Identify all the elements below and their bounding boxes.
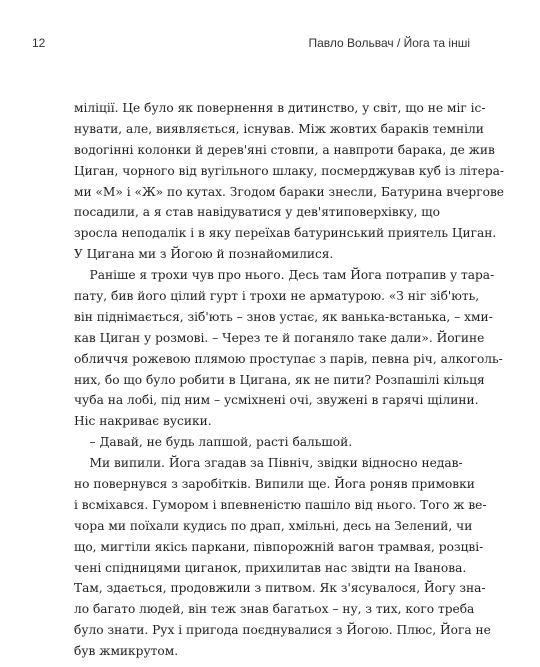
text-line: зросла неподалік і в яку переїхав батуринський приятель Циган. [74, 226, 497, 241]
text-line: пату, бив його цілий гурт і трохи не арматурою. «З ніг зіб'ють, [74, 289, 480, 304]
text-line: чуба на лобі, під ним – усміхнені очі, звужені в гарячі щілини. [74, 393, 479, 408]
text-line: водогінні колонки й дерев'яні стовпи, а навпроти барака, де жив [74, 142, 495, 157]
text-line: Ніс накриває вусики. [74, 414, 212, 429]
text-line: обличчя рожевою плямою проступає з парів, певна річ, алкоголь- [74, 351, 503, 366]
text-line: і всміхався. Гумором і впевненістю пашіло від нього. Того ж ве- [74, 497, 487, 512]
text-line: був жмикрутом. [74, 644, 179, 659]
text-line: ми «М» і «Ж» по кутах. Згодом бараки знесли, Батурина вчергове [74, 184, 505, 199]
text-line: ло багато людей, він теж знав багатьох – ну, з тих, кого треба [74, 602, 475, 617]
text-line: чені спідницями циганок, прихилитав нас звідти на Іванова. [74, 560, 467, 575]
text-line: було знати. Рух і пригода поєднувалися з Йогою. Плюс, Йога не [74, 623, 491, 638]
text-line: що, мигтіли якісь паркани, півпорожній вагон трамвая, розцві- [74, 539, 484, 554]
page-header [32, 36, 508, 54]
running-title: Павло Вольвач / Йога та інші [308, 36, 470, 50]
text-line: він піднімається, зіб'ють – знов устає, як ванька-встанька, – хми- [74, 309, 493, 324]
text-line: Там, здається, продовжили з питвом. Як з'ясувалося, Йогу зна- [74, 581, 486, 596]
text-line: кав Циган у розмові. – Через те й поганяло таке дали». Йогине [74, 330, 485, 345]
text-line: міліції. Це було як повернення в дитинство, у світ, що не міг іс- [74, 101, 486, 115]
text-line: Циган, чорного від вугільного шлаку, посмерджував куб із літера- [74, 163, 505, 178]
text-line: чора ми поїхали кудись по драп, хмільні, десь на Зелений, чи [74, 518, 473, 533]
text-line: но повернувся з заробітків. Випили ще. Йога роняв примовки [74, 477, 475, 492]
text-line: Раніше я трохи чув про нього. Десь там Йога потрапив у тара- [74, 268, 495, 283]
text-line: У Цигана ми з Йогою й познайомилися. [74, 247, 334, 262]
text-line: Ми випили. Йога згадав за Північ, звідки відносно недав- [74, 456, 463, 471]
text-line: – Давай, не будь лапшой, расті бальшой. [74, 435, 353, 450]
page-body-text [74, 98, 505, 662]
text-line: нувати, але, виявляється, існував. Між жовтих бараків темніли [74, 121, 484, 136]
text-line: них, бо що було робити в Цигана, як не пити? Розпашілі кільця [74, 372, 485, 387]
text-line: посадили, а я став навідуватися у дев'ятиповерхівку, що [74, 205, 440, 220]
page-number: 12 [32, 36, 46, 50]
